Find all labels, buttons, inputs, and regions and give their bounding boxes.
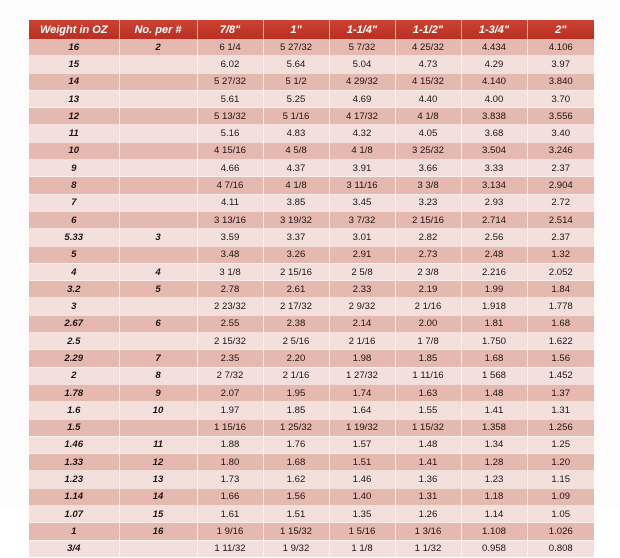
weight-cell: 8 (29, 177, 119, 194)
size-1-3-4-cell: 4.29 (461, 56, 527, 73)
size-7-8-cell: 2 23/32 (197, 298, 263, 315)
size-1-1-2-cell: 1 11/16 (395, 367, 461, 384)
size-2-cell: 1.026 (527, 523, 594, 540)
size-1-cell: 4 1/8 (263, 177, 329, 194)
size-1-3-4-cell: 2.48 (461, 246, 527, 263)
size-1-cell: 3.85 (263, 194, 329, 211)
size-2-cell: 3.97 (527, 56, 594, 73)
size-1-1-2-cell: 2.73 (395, 246, 461, 263)
size-1-cell: 4.83 (263, 125, 329, 142)
weight-cell: 2.29 (29, 350, 119, 367)
table-row (29, 263, 594, 280)
per-pound-cell: 2 (119, 39, 197, 56)
table-row (29, 56, 594, 73)
table-row (29, 298, 594, 315)
table-row (29, 367, 594, 384)
size-2-cell: 1.84 (527, 281, 594, 298)
per-pound-cell: 9 (119, 384, 197, 401)
size-1-1-2-cell: 2.82 (395, 229, 461, 246)
table-row (29, 523, 594, 540)
size-1-1-2-cell: 1 1/32 (395, 540, 461, 557)
size-1-1-4-cell: 1 27/32 (329, 367, 395, 384)
size-7-8-cell: 6.02 (197, 56, 263, 73)
size-2-cell: 2.37 (527, 160, 594, 177)
size-7-8-cell: 5.61 (197, 90, 263, 107)
size-1-1-4-cell: 1.40 (329, 488, 395, 505)
size-1-cell: 1 15/32 (263, 523, 329, 540)
size-7-8-cell: 1.88 (197, 436, 263, 453)
size-1-3-4-cell: 1.28 (461, 454, 527, 471)
weight-cell: 1.33 (29, 454, 119, 471)
size-1-cell: 4 5/8 (263, 142, 329, 159)
size-1-1-4-cell: 1.57 (329, 436, 395, 453)
size-1-3-4-cell: 2.56 (461, 229, 527, 246)
size-1-1-2-cell: 1 7/8 (395, 333, 461, 350)
weight-cell: 1.6 (29, 402, 119, 419)
per-pound-cell (119, 125, 197, 142)
per-pound-cell: 16 (119, 523, 197, 540)
table-row (29, 436, 594, 453)
table-row (29, 540, 594, 557)
weight-cell: 12 (29, 108, 119, 125)
size-1-1-2-cell: 2 1/16 (395, 298, 461, 315)
size-1-1-2-cell: 3.23 (395, 194, 461, 211)
size-1-1-4-cell: 4.69 (329, 90, 395, 107)
size-1-1-4-cell: 1.51 (329, 454, 395, 471)
size-1-1-4-cell: 1.64 (329, 402, 395, 419)
size-1-1-4-cell: 1 5/16 (329, 523, 395, 540)
per-pound-cell (119, 73, 197, 90)
size-7-8-cell: 1.97 (197, 402, 263, 419)
per-pound-cell: 10 (119, 402, 197, 419)
size-2-cell: 4.106 (527, 39, 594, 56)
size-1-cell: 2 17/32 (263, 298, 329, 315)
size-2-cell: 3.246 (527, 142, 594, 159)
size-2-cell: 1.256 (527, 419, 594, 436)
weight-cell: 7 (29, 194, 119, 211)
size-2-cell: 2.904 (527, 177, 594, 194)
per-pound-cell (119, 194, 197, 211)
header-size-1: 1" (263, 20, 329, 39)
size-2-cell: 1.15 (527, 471, 594, 488)
weight-cell: 3 (29, 298, 119, 315)
per-pound-cell: 14 (119, 488, 197, 505)
size-2-cell: 1.68 (527, 315, 594, 332)
size-1-1-2-cell: 4.73 (395, 56, 461, 73)
table-row (29, 125, 594, 142)
size-7-8-cell: 3 13/16 (197, 211, 263, 228)
size-7-8-cell: 1 11/32 (197, 540, 263, 557)
table-row (29, 177, 594, 194)
per-pound-cell (119, 419, 197, 436)
size-2-cell: 3.40 (527, 125, 594, 142)
size-7-8-cell: 1.61 (197, 506, 263, 523)
table-row (29, 350, 594, 367)
per-pound-cell (119, 333, 197, 350)
size-7-8-cell: 2.35 (197, 350, 263, 367)
table-row (29, 160, 594, 177)
size-1-cell: 1 9/32 (263, 540, 329, 557)
size-1-3-4-cell: 1.14 (461, 506, 527, 523)
size-1-3-4-cell: 2.714 (461, 211, 527, 228)
size-1-1-2-cell: 1.55 (395, 402, 461, 419)
weight-cell: 15 (29, 56, 119, 73)
per-pound-cell: 13 (119, 471, 197, 488)
size-1-3-4-cell: 1.918 (461, 298, 527, 315)
weight-cell: 5 (29, 246, 119, 263)
table-row (29, 471, 594, 488)
size-2-cell: 1.31 (527, 402, 594, 419)
size-1-1-2-cell: 2 15/16 (395, 211, 461, 228)
size-7-8-cell: 2.78 (197, 281, 263, 298)
table-row (29, 39, 594, 56)
size-2-cell: 1.32 (527, 246, 594, 263)
size-7-8-cell: 2.55 (197, 315, 263, 332)
size-2-cell: 2.514 (527, 211, 594, 228)
table-row (29, 211, 594, 228)
size-1-1-2-cell: 1.26 (395, 506, 461, 523)
per-pound-cell (119, 246, 197, 263)
size-1-3-4-cell: 1.358 (461, 419, 527, 436)
size-1-3-4-cell: 1.18 (461, 488, 527, 505)
size-1-1-2-cell: 1.41 (395, 454, 461, 471)
weight-cell: 1.5 (29, 419, 119, 436)
weight-cell: 2.5 (29, 333, 119, 350)
table-row (29, 315, 594, 332)
per-pound-cell (119, 142, 197, 159)
size-1-1-2-cell: 4 1/8 (395, 108, 461, 125)
size-2-cell: 1.622 (527, 333, 594, 350)
table-row (29, 419, 594, 436)
size-1-1-4-cell: 1.46 (329, 471, 395, 488)
size-1-1-4-cell: 1 19/32 (329, 419, 395, 436)
size-7-8-cell: 1 15/16 (197, 419, 263, 436)
header-number-per-pound: No. per # (119, 20, 197, 39)
weight-cell: 6 (29, 211, 119, 228)
size-1-3-4-cell: 1.34 (461, 436, 527, 453)
header-size-2: 2" (527, 20, 594, 39)
size-1-1-4-cell: 2 5/8 (329, 263, 395, 280)
size-1-1-2-cell: 3 3/8 (395, 177, 461, 194)
size-1-cell: 2.38 (263, 315, 329, 332)
table-row (29, 194, 594, 211)
size-1-1-4-cell: 4 1/8 (329, 142, 395, 159)
table-row (29, 454, 594, 471)
header-size-7-8: 7/8" (197, 20, 263, 39)
table-row (29, 333, 594, 350)
table-row (29, 246, 594, 263)
size-1-cell: 3.37 (263, 229, 329, 246)
size-1-1-4-cell: 3.45 (329, 194, 395, 211)
size-7-8-cell: 4 7/16 (197, 177, 263, 194)
size-1-cell: 2.61 (263, 281, 329, 298)
size-2-cell: 1.05 (527, 506, 594, 523)
size-1-1-4-cell: 2 1/16 (329, 333, 395, 350)
table-header (29, 20, 594, 39)
size-1-3-4-cell: 1.41 (461, 402, 527, 419)
weight-cell: 11 (29, 125, 119, 142)
size-7-8-cell: 5.16 (197, 125, 263, 142)
table-row (29, 229, 594, 246)
size-2-cell: 1.778 (527, 298, 594, 315)
size-1-3-4-cell: 1.750 (461, 333, 527, 350)
size-1-1-4-cell: 3 11/16 (329, 177, 395, 194)
weight-cell: 4 (29, 263, 119, 280)
size-2-cell: 0.808 (527, 540, 594, 557)
per-pound-cell (119, 90, 197, 107)
weight-cell: 1 (29, 523, 119, 540)
size-2-cell: 1.09 (527, 488, 594, 505)
weight-cell: 9 (29, 160, 119, 177)
per-pound-cell (119, 177, 197, 194)
per-pound-cell: 8 (119, 367, 197, 384)
size-1-1-2-cell: 2 3/8 (395, 263, 461, 280)
size-1-3-4-cell: 3.504 (461, 142, 527, 159)
size-1-cell: 2 5/16 (263, 333, 329, 350)
size-1-3-4-cell: 4.00 (461, 90, 527, 107)
size-1-1-2-cell: 1.85 (395, 350, 461, 367)
per-pound-cell: 11 (119, 436, 197, 453)
size-7-8-cell: 1.80 (197, 454, 263, 471)
size-1-cell: 5 1/16 (263, 108, 329, 125)
weight-cell: 2.67 (29, 315, 119, 332)
size-1-1-2-cell: 4 25/32 (395, 39, 461, 56)
size-1-1-4-cell: 5 7/32 (329, 39, 395, 56)
size-1-3-4-cell: 3.134 (461, 177, 527, 194)
size-1-cell: 5 27/32 (263, 39, 329, 56)
size-1-cell: 2.20 (263, 350, 329, 367)
size-7-8-cell: 4.66 (197, 160, 263, 177)
size-1-1-4-cell: 4.32 (329, 125, 395, 142)
size-1-1-4-cell: 4 17/32 (329, 108, 395, 125)
size-7-8-cell: 3.59 (197, 229, 263, 246)
table-body (29, 39, 594, 557)
per-pound-cell: 7 (119, 350, 197, 367)
weight-cell: 3.2 (29, 281, 119, 298)
size-1-1-4-cell: 2.91 (329, 246, 395, 263)
size-7-8-cell: 2 7/32 (197, 367, 263, 384)
size-1-cell: 5.25 (263, 90, 329, 107)
size-7-8-cell: 6 1/4 (197, 39, 263, 56)
size-7-8-cell: 3.48 (197, 246, 263, 263)
size-1-3-4-cell: 2.216 (461, 263, 527, 280)
size-1-1-2-cell: 2.00 (395, 315, 461, 332)
size-1-3-4-cell: 1.23 (461, 471, 527, 488)
size-1-1-2-cell: 3.66 (395, 160, 461, 177)
weight-cell: 1.46 (29, 436, 119, 453)
size-1-3-4-cell: 2.93 (461, 194, 527, 211)
size-1-1-4-cell: 1.35 (329, 506, 395, 523)
table-row (29, 506, 594, 523)
size-1-cell: 2 1/16 (263, 367, 329, 384)
size-7-8-cell: 2.07 (197, 384, 263, 401)
weight-cell: 1.23 (29, 471, 119, 488)
size-1-cell: 3 19/32 (263, 211, 329, 228)
per-pound-cell (119, 211, 197, 228)
size-7-8-cell: 3 1/8 (197, 263, 263, 280)
size-1-1-2-cell: 4.40 (395, 90, 461, 107)
table-row (29, 281, 594, 298)
size-1-1-4-cell: 3 7/32 (329, 211, 395, 228)
per-pound-cell (119, 540, 197, 557)
header-size-1-1-4: 1-1/4" (329, 20, 395, 39)
weight-cell: 1.07 (29, 506, 119, 523)
size-1-3-4-cell: 3.838 (461, 108, 527, 125)
size-1-3-4-cell: 1.108 (461, 523, 527, 540)
size-1-1-4-cell: 2.33 (329, 281, 395, 298)
size-7-8-cell: 1 9/16 (197, 523, 263, 540)
header-row (29, 20, 594, 39)
per-pound-cell: 3 (119, 229, 197, 246)
size-1-3-4-cell: 0.958 (461, 540, 527, 557)
size-2-cell: 1.56 (527, 350, 594, 367)
size-1-3-4-cell: 4.140 (461, 73, 527, 90)
size-2-cell: 2.72 (527, 194, 594, 211)
size-1-cell: 4.37 (263, 160, 329, 177)
size-1-1-4-cell: 2 9/32 (329, 298, 395, 315)
table-row (29, 142, 594, 159)
per-pound-cell: 4 (119, 263, 197, 280)
size-7-8-cell: 4 15/16 (197, 142, 263, 159)
size-1-1-2-cell: 1.31 (395, 488, 461, 505)
weight-cell: 3/4 (29, 540, 119, 557)
table-row (29, 90, 594, 107)
size-1-1-2-cell: 4.05 (395, 125, 461, 142)
per-pound-cell: 5 (119, 281, 197, 298)
per-pound-cell (119, 160, 197, 177)
size-1-1-4-cell: 1.74 (329, 384, 395, 401)
size-1-cell: 2 15/16 (263, 263, 329, 280)
size-1-cell: 1.76 (263, 436, 329, 453)
size-1-1-4-cell: 5.04 (329, 56, 395, 73)
size-2-cell: 3.556 (527, 108, 594, 125)
per-pound-cell (119, 108, 197, 125)
size-7-8-cell: 5 13/32 (197, 108, 263, 125)
size-1-3-4-cell: 1 568 (461, 367, 527, 384)
per-pound-cell (119, 298, 197, 315)
size-1-1-2-cell: 1 3/16 (395, 523, 461, 540)
size-7-8-cell: 4.11 (197, 194, 263, 211)
size-2-cell: 2.37 (527, 229, 594, 246)
size-7-8-cell: 1.73 (197, 471, 263, 488)
size-1-1-2-cell: 1.36 (395, 471, 461, 488)
size-1-3-4-cell: 1.99 (461, 281, 527, 298)
size-1-3-4-cell: 3.33 (461, 160, 527, 177)
size-2-cell: 1.20 (527, 454, 594, 471)
weight-cell: 2 (29, 367, 119, 384)
size-2-cell: 3.840 (527, 73, 594, 90)
table-row (29, 384, 594, 401)
size-1-3-4-cell: 4.434 (461, 39, 527, 56)
weight-cell: 5.33 (29, 229, 119, 246)
per-pound-cell (119, 56, 197, 73)
size-7-8-cell: 1.66 (197, 488, 263, 505)
size-1-cell: 1.56 (263, 488, 329, 505)
size-1-1-2-cell: 1.63 (395, 384, 461, 401)
header-weight-in-oz: Weight in OZ (29, 20, 119, 39)
size-1-cell: 5.64 (263, 56, 329, 73)
size-1-1-4-cell: 1.98 (329, 350, 395, 367)
size-1-cell: 1.68 (263, 454, 329, 471)
size-1-1-2-cell: 3 25/32 (395, 142, 461, 159)
weight-cell: 1.14 (29, 488, 119, 505)
weight-diameter-table (29, 20, 594, 558)
size-7-8-cell: 2 15/32 (197, 333, 263, 350)
size-2-cell: 3.70 (527, 90, 594, 107)
per-pound-cell: 12 (119, 454, 197, 471)
size-1-3-4-cell: 1.68 (461, 350, 527, 367)
table-row (29, 108, 594, 125)
weight-cell: 16 (29, 39, 119, 56)
per-pound-cell: 6 (119, 315, 197, 332)
weight-cell: 13 (29, 90, 119, 107)
size-1-1-2-cell: 4 15/32 (395, 73, 461, 90)
table-row (29, 488, 594, 505)
size-1-1-4-cell: 4 29/32 (329, 73, 395, 90)
size-1-cell: 3.26 (263, 246, 329, 263)
size-1-cell: 5 1/2 (263, 73, 329, 90)
table-row (29, 73, 594, 90)
size-2-cell: 2.052 (527, 263, 594, 280)
size-1-1-2-cell: 1 15/32 (395, 419, 461, 436)
weight-cell: 10 (29, 142, 119, 159)
size-2-cell: 1.452 (527, 367, 594, 384)
size-1-cell: 1.62 (263, 471, 329, 488)
size-1-1-4-cell: 1 1/8 (329, 540, 395, 557)
size-1-1-4-cell: 3.01 (329, 229, 395, 246)
size-1-1-2-cell: 1.48 (395, 436, 461, 453)
size-1-3-4-cell: 1.81 (461, 315, 527, 332)
size-1-3-4-cell: 3.68 (461, 125, 527, 142)
size-2-cell: 1.25 (527, 436, 594, 453)
size-7-8-cell: 5 27/32 (197, 73, 263, 90)
size-2-cell: 1.37 (527, 384, 594, 401)
size-1-1-4-cell: 2.14 (329, 315, 395, 332)
size-1-3-4-cell: 1.48 (461, 384, 527, 401)
weight-cell: 1.78 (29, 384, 119, 401)
size-1-cell: 1.95 (263, 384, 329, 401)
header-size-1-3-4: 1-3/4" (461, 20, 527, 39)
table-row (29, 402, 594, 419)
weight-cell: 14 (29, 73, 119, 90)
header-size-1-1-2: 1-1/2" (395, 20, 461, 39)
per-pound-cell: 15 (119, 506, 197, 523)
size-1-1-4-cell: 3.91 (329, 160, 395, 177)
size-1-cell: 1.85 (263, 402, 329, 419)
size-1-1-2-cell: 2.19 (395, 281, 461, 298)
size-1-cell: 1.51 (263, 506, 329, 523)
size-1-cell: 1 25/32 (263, 419, 329, 436)
